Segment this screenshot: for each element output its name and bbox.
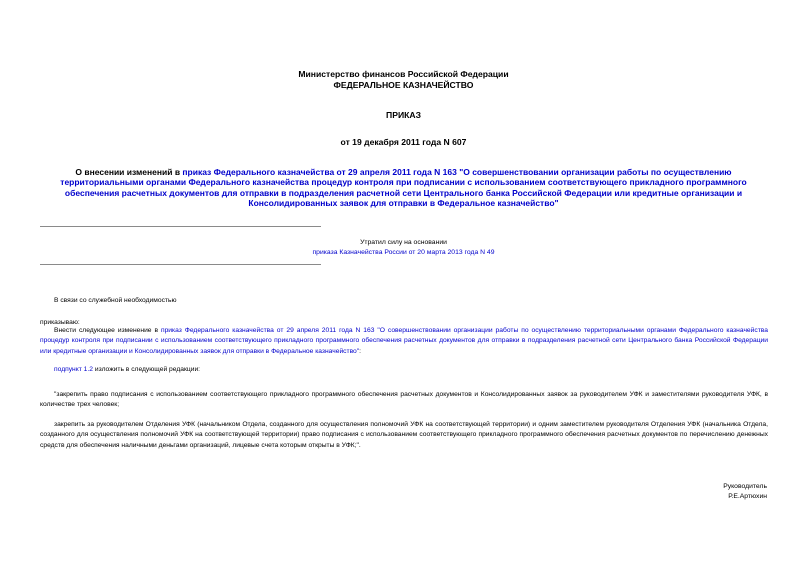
document-date-number: от 19 декабря 2011 года N 607 xyxy=(340,137,467,147)
subject-prefix: О внесении изменений в xyxy=(75,167,183,177)
repeal-note: Утратил силу на основании xyxy=(360,239,447,246)
document-subject xyxy=(50,167,757,209)
orders-word: приказываю: xyxy=(40,319,80,326)
change-suffix: : xyxy=(359,347,362,355)
subpoint-text: изложить в следующей редакции: xyxy=(92,366,201,373)
ministry-name: Министерство финансов Российской Федерации xyxy=(298,69,509,79)
document-type: ПРИКАЗ xyxy=(386,110,421,120)
divider-top xyxy=(40,226,321,227)
change-link[interactable]: приказ Федерального казначейства от 29 апреля 2011 года N 163 "О совершенствовании организации работы по осуществлению территориальными органами Федерального казначейства процедур контроля при подписании с использованием соответствующего прикладного программного обеспечения расчетных документов для отправки в подразделения расчетной сети Центрального банка Российской Федерации или кредитные организации и Консолидированных заявок для отправки в Федеральное казначейство" xyxy=(40,327,768,355)
signature-name: Р.Е.Артюхин xyxy=(728,493,767,500)
change-prefix: Внести следующее изменение в xyxy=(54,327,161,334)
quote-paragraph-2: закрепить за руководителем Отделения УФК (начальником Отдела, созданного для осуществления полномочий УФК на соответствующей территории) и одним заместителем руководителя Отделения УФК (начальника Отдела, созданного для осуществления полномочий УФК на соответствующей территории) право подписания с использованием соответствующего прикладного программного обеспечения расчетных документов по перечислению денежных средств для обеспечения наличными деньгами организаций, лицевые счета которым открыты в УФК;". xyxy=(40,421,768,449)
change-paragraph xyxy=(40,326,768,357)
document-header xyxy=(0,69,807,90)
divider-bottom xyxy=(40,264,321,265)
signature-position: Руководитель xyxy=(723,483,767,490)
reason-paragraph: В связи со служебной необходимостью xyxy=(54,297,177,304)
quote-paragraph-1: "закрепить право подписания с использованием соответствующего прикладного программного обеспечения расчетных документов и Консолидированных заявок за руководителем УФК и заместителями руководителя УФК, в количестве трех человек; xyxy=(40,391,768,409)
subject-link[interactable]: приказ Федерального казначейства от 29 апреля 2011 года N 163 "О совершенствовании организации работы по осуществлению территориальными органами Федерального казначейства процедур контроля при подписании с использованием соответствующего прикладного программного обеспечения расчетных документов для отправки в подразделения расчетной сети Центрального банка Российской Федерации или кредитные организации и Консолидированных заявок для отправки в Федеральное казначейство" xyxy=(60,167,747,209)
agency-name: ФЕДЕРАЛЬНОЕ КАЗНАЧЕЙСТВО xyxy=(333,79,474,90)
subpoint-paragraph xyxy=(40,365,768,375)
repeal-link[interactable]: приказа Казначейства России от 20 марта 2013 года N 49 xyxy=(312,249,495,256)
subpoint-link[interactable]: подпункт 1.2 xyxy=(54,366,93,373)
